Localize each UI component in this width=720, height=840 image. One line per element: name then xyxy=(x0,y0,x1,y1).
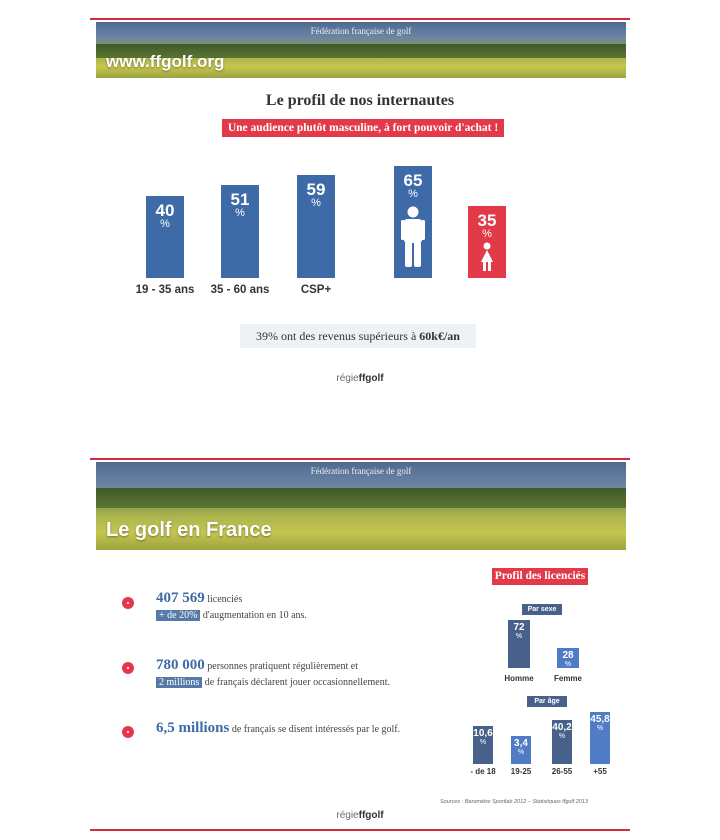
bar-label: Femme xyxy=(553,674,582,683)
stat-licencies xyxy=(156,590,416,624)
brand-name: ffgolf xyxy=(358,373,384,384)
bar-age-19-35 xyxy=(146,196,184,278)
stat-text: personnes pratiquent régulièrement et xyxy=(204,661,359,672)
bar-label: +55 xyxy=(593,767,607,776)
bar-age-under-18 xyxy=(473,726,493,764)
brand-footer xyxy=(90,810,630,821)
stat-text: licenciés xyxy=(204,594,243,605)
bar-value: 3,4 xyxy=(514,738,528,749)
header-banner xyxy=(96,22,626,78)
top-rule xyxy=(90,18,630,20)
site-url[interactable]: www.ffgolf.org xyxy=(106,52,225,71)
bar-percent: % xyxy=(517,749,525,756)
bar-percent: % xyxy=(235,207,245,219)
subtitle-banner: Une audience plutôt masculine, à fort pouvoir d'achat ! xyxy=(222,119,504,137)
bar-homme xyxy=(508,620,530,668)
page-title: Le profil de nos internautes xyxy=(265,92,455,109)
page-two xyxy=(90,458,630,834)
bottom-rule xyxy=(90,829,630,831)
bar-men xyxy=(394,166,432,278)
man-icon xyxy=(401,206,425,268)
banner-org: Fédération française de golf xyxy=(310,26,412,36)
income-note xyxy=(240,324,476,348)
bar-label: Homme xyxy=(504,674,534,683)
bar-label: 19-25 xyxy=(510,767,532,776)
stat-pratiquants xyxy=(156,657,426,691)
bullet-dot xyxy=(122,662,134,674)
profile-title: Profil des licenciés xyxy=(492,568,588,585)
bar-percent: % xyxy=(160,218,170,230)
banner-treeline xyxy=(96,488,626,508)
bar-percent: % xyxy=(311,197,321,209)
bullet-dot xyxy=(122,726,134,738)
income-note-value: 60k€/an xyxy=(419,329,460,343)
stat-text: de français se disent intéressés par le golf. xyxy=(229,724,401,735)
bar-value: 45,8 xyxy=(590,714,610,725)
by-sex-label: Par sexe xyxy=(522,604,562,615)
woman-icon xyxy=(479,242,495,272)
bar-age-19-25 xyxy=(511,736,531,764)
bar-percent: % xyxy=(408,188,418,200)
bar-value: 40,2 xyxy=(552,722,572,733)
banner-org: Fédération française de golf xyxy=(310,466,412,476)
bar-csp-plus xyxy=(297,175,335,278)
brand-footer xyxy=(90,373,630,384)
bar-age-26-55 xyxy=(552,720,572,764)
stat-interesses xyxy=(156,720,446,738)
bar-percent: % xyxy=(479,739,487,746)
bar-value: 51 xyxy=(230,190,250,209)
bar-percent: % xyxy=(558,733,566,740)
stat-number: 407 569 xyxy=(156,590,205,606)
bar-value: 72 xyxy=(513,622,525,633)
brand-regie: régie xyxy=(336,373,359,384)
page-title: Le golf en France xyxy=(106,519,272,541)
bar-percent: % xyxy=(596,725,604,732)
bar-women xyxy=(468,206,506,278)
stat-highlight: + de 20% xyxy=(156,610,200,621)
header-banner xyxy=(96,462,626,550)
bar-label: - de 18 xyxy=(470,767,496,776)
brand-regie: régie xyxy=(336,810,359,821)
stat-text-2: de français déclarent jouer occasionnellement. xyxy=(202,677,390,688)
bullet-dot xyxy=(122,597,134,609)
top-rule xyxy=(90,458,630,460)
stat-text-2: d'augmentation en 10 ans. xyxy=(200,610,307,621)
bar-percent: % xyxy=(515,633,523,640)
bar-value: 28 xyxy=(562,650,574,661)
bar-value: 10,6 xyxy=(473,728,493,739)
bar-femme xyxy=(557,648,579,668)
sources-note: Sources : Baromètre Sportlab 2012 – Statistiques ffgolf 2013 xyxy=(440,799,588,805)
brand-name: ffgolf xyxy=(358,810,384,821)
bar-label: 19 - 35 ans xyxy=(135,284,195,296)
stat-number: 6,5 millions xyxy=(156,720,230,736)
bar-value: 65 xyxy=(403,171,423,190)
bar-value: 35 xyxy=(477,211,497,230)
stat-highlight: 2 millions xyxy=(156,677,202,688)
bar-percent: % xyxy=(482,228,492,240)
page-one xyxy=(90,18,630,390)
bar-value: 59 xyxy=(306,180,326,199)
bar-age-35-60 xyxy=(221,185,259,278)
bar-percent: % xyxy=(564,661,572,668)
stat-number: 780 000 xyxy=(156,657,205,673)
bar-label: 35 - 60 ans xyxy=(210,284,270,296)
bar-label: CSP+ xyxy=(300,284,332,296)
bar-age-55-plus xyxy=(590,712,610,764)
bar-label: 26-55 xyxy=(551,767,573,776)
income-note-text: 39% ont des revenus supérieurs à xyxy=(256,329,420,343)
by-age-label: Par âge xyxy=(527,696,567,707)
bar-value: 40 xyxy=(155,201,175,220)
